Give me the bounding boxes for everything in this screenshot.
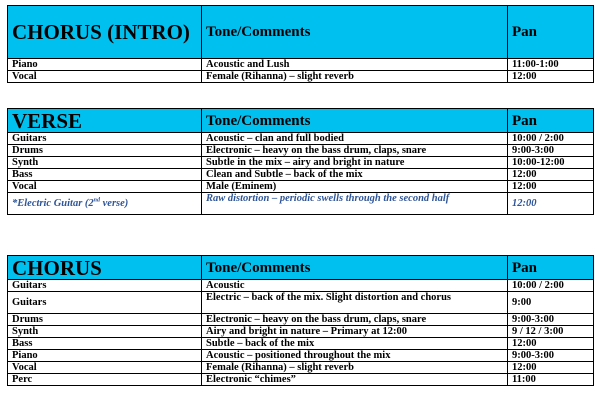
table-row bbox=[8, 169, 594, 181]
pan-cell-note: 12:00 bbox=[508, 193, 594, 215]
column-header-tone: Tone/Comments bbox=[202, 256, 508, 280]
instrument-cell: Bass bbox=[8, 338, 202, 350]
table-row bbox=[8, 314, 594, 326]
chorus-table bbox=[7, 255, 594, 386]
table-row bbox=[8, 71, 594, 83]
tone-cell: Subtle in the mix – airy and bright in nature bbox=[202, 157, 508, 169]
tone-cell: Female (Rihanna) – slight reverb bbox=[202, 362, 508, 374]
tone-cell: Electronic “chimes” bbox=[202, 374, 508, 386]
pan-cell: 10:00-12:00 bbox=[508, 157, 594, 169]
table-row bbox=[8, 181, 594, 193]
instrument-cell: Drums bbox=[8, 145, 202, 157]
pan-cell: 11:00-1:00 bbox=[508, 59, 594, 71]
pan-cell: 10:00 / 2:00 bbox=[508, 280, 594, 292]
tone-cell: Acoustic and Lush bbox=[202, 59, 508, 71]
tone-cell: Airy and bright in nature – Primary at 12:00 bbox=[202, 326, 508, 338]
pan-cell: 9:00 bbox=[508, 292, 594, 314]
table-header-row bbox=[8, 256, 594, 280]
table-header-row bbox=[8, 6, 594, 59]
pan-cell: 12:00 bbox=[508, 169, 594, 181]
column-header-tone: Tone/Comments bbox=[202, 6, 508, 59]
table-row bbox=[8, 374, 594, 386]
table-row bbox=[8, 280, 594, 292]
instrument-cell: Vocal bbox=[8, 362, 202, 374]
section-title: CHORUS bbox=[8, 256, 202, 280]
chorus-intro-table bbox=[7, 5, 594, 83]
pan-cell: 12:00 bbox=[508, 338, 594, 350]
verse-table bbox=[7, 108, 594, 215]
table-row bbox=[8, 338, 594, 350]
column-header-pan: Pan bbox=[508, 6, 594, 59]
instrument-cell: Perc bbox=[8, 374, 202, 386]
table-header-row bbox=[8, 109, 594, 133]
tone-cell: Electronic – heavy on the bass drum, claps, snare bbox=[202, 314, 508, 326]
pan-cell: 9 / 12 / 3:00 bbox=[508, 326, 594, 338]
column-header-pan: Pan bbox=[508, 109, 594, 133]
table-row bbox=[8, 59, 594, 71]
table-row bbox=[8, 350, 594, 362]
note-inst-pre: *Electric Guitar (2 bbox=[12, 198, 94, 209]
pan-cell: 9:00-3:00 bbox=[508, 314, 594, 326]
tone-cell: Acoustic – positioned throughout the mix bbox=[202, 350, 508, 362]
instrument-cell: Piano bbox=[8, 59, 202, 71]
instrument-cell: Guitars bbox=[8, 133, 202, 145]
note-inst-sup: nd bbox=[93, 197, 101, 204]
tone-cell: Subtle – back of the mix bbox=[202, 338, 508, 350]
tone-cell-note: Raw distortion – periodic swells through the second half bbox=[202, 193, 508, 215]
table-row bbox=[8, 362, 594, 374]
instrument-cell: Piano bbox=[8, 350, 202, 362]
instrument-cell: Synth bbox=[8, 326, 202, 338]
instrument-cell: Guitars bbox=[8, 292, 202, 314]
table-row-note bbox=[8, 193, 594, 215]
tone-cell: Clean and Subtle – back of the mix bbox=[202, 169, 508, 181]
instrument-cell: Synth bbox=[8, 157, 202, 169]
instrument-cell: Vocal bbox=[8, 71, 202, 83]
tone-cell: Electronic – heavy on the bass drum, claps, snare bbox=[202, 145, 508, 157]
pan-cell: 9:00-3:00 bbox=[508, 145, 594, 157]
tone-cell: Female (Rihanna) – slight reverb bbox=[202, 71, 508, 83]
tone-cell: Acoustic – clan and full bodied bbox=[202, 133, 508, 145]
instrument-cell: Vocal bbox=[8, 181, 202, 193]
pan-cell: 10:00 / 2:00 bbox=[508, 133, 594, 145]
pan-cell: 12:00 bbox=[508, 362, 594, 374]
tone-cell: Acoustic bbox=[202, 280, 508, 292]
note-inst-post: verse) bbox=[100, 198, 129, 209]
instrument-cell: Bass bbox=[8, 169, 202, 181]
pan-cell: 12:00 bbox=[508, 71, 594, 83]
table-row bbox=[8, 157, 594, 169]
tone-cell: Male (Eminem) bbox=[202, 181, 508, 193]
column-header-pan: Pan bbox=[508, 256, 594, 280]
table-row bbox=[8, 326, 594, 338]
instrument-cell: Drums bbox=[8, 314, 202, 326]
pan-cell: 11:00 bbox=[508, 374, 594, 386]
tone-cell: Electric – back of the mix. Slight distortion and chorus bbox=[202, 292, 508, 314]
column-header-tone: Tone/Comments bbox=[202, 109, 508, 133]
pan-cell: 9:00-3:00 bbox=[508, 350, 594, 362]
table-row bbox=[8, 145, 594, 157]
table-row bbox=[8, 292, 594, 314]
table-row bbox=[8, 133, 594, 145]
instrument-cell: Guitars bbox=[8, 280, 202, 292]
pan-cell: 12:00 bbox=[508, 181, 594, 193]
instrument-cell-note bbox=[8, 193, 202, 215]
section-title: VERSE bbox=[8, 109, 202, 133]
section-title: CHORUS (INTRO) bbox=[8, 6, 202, 59]
